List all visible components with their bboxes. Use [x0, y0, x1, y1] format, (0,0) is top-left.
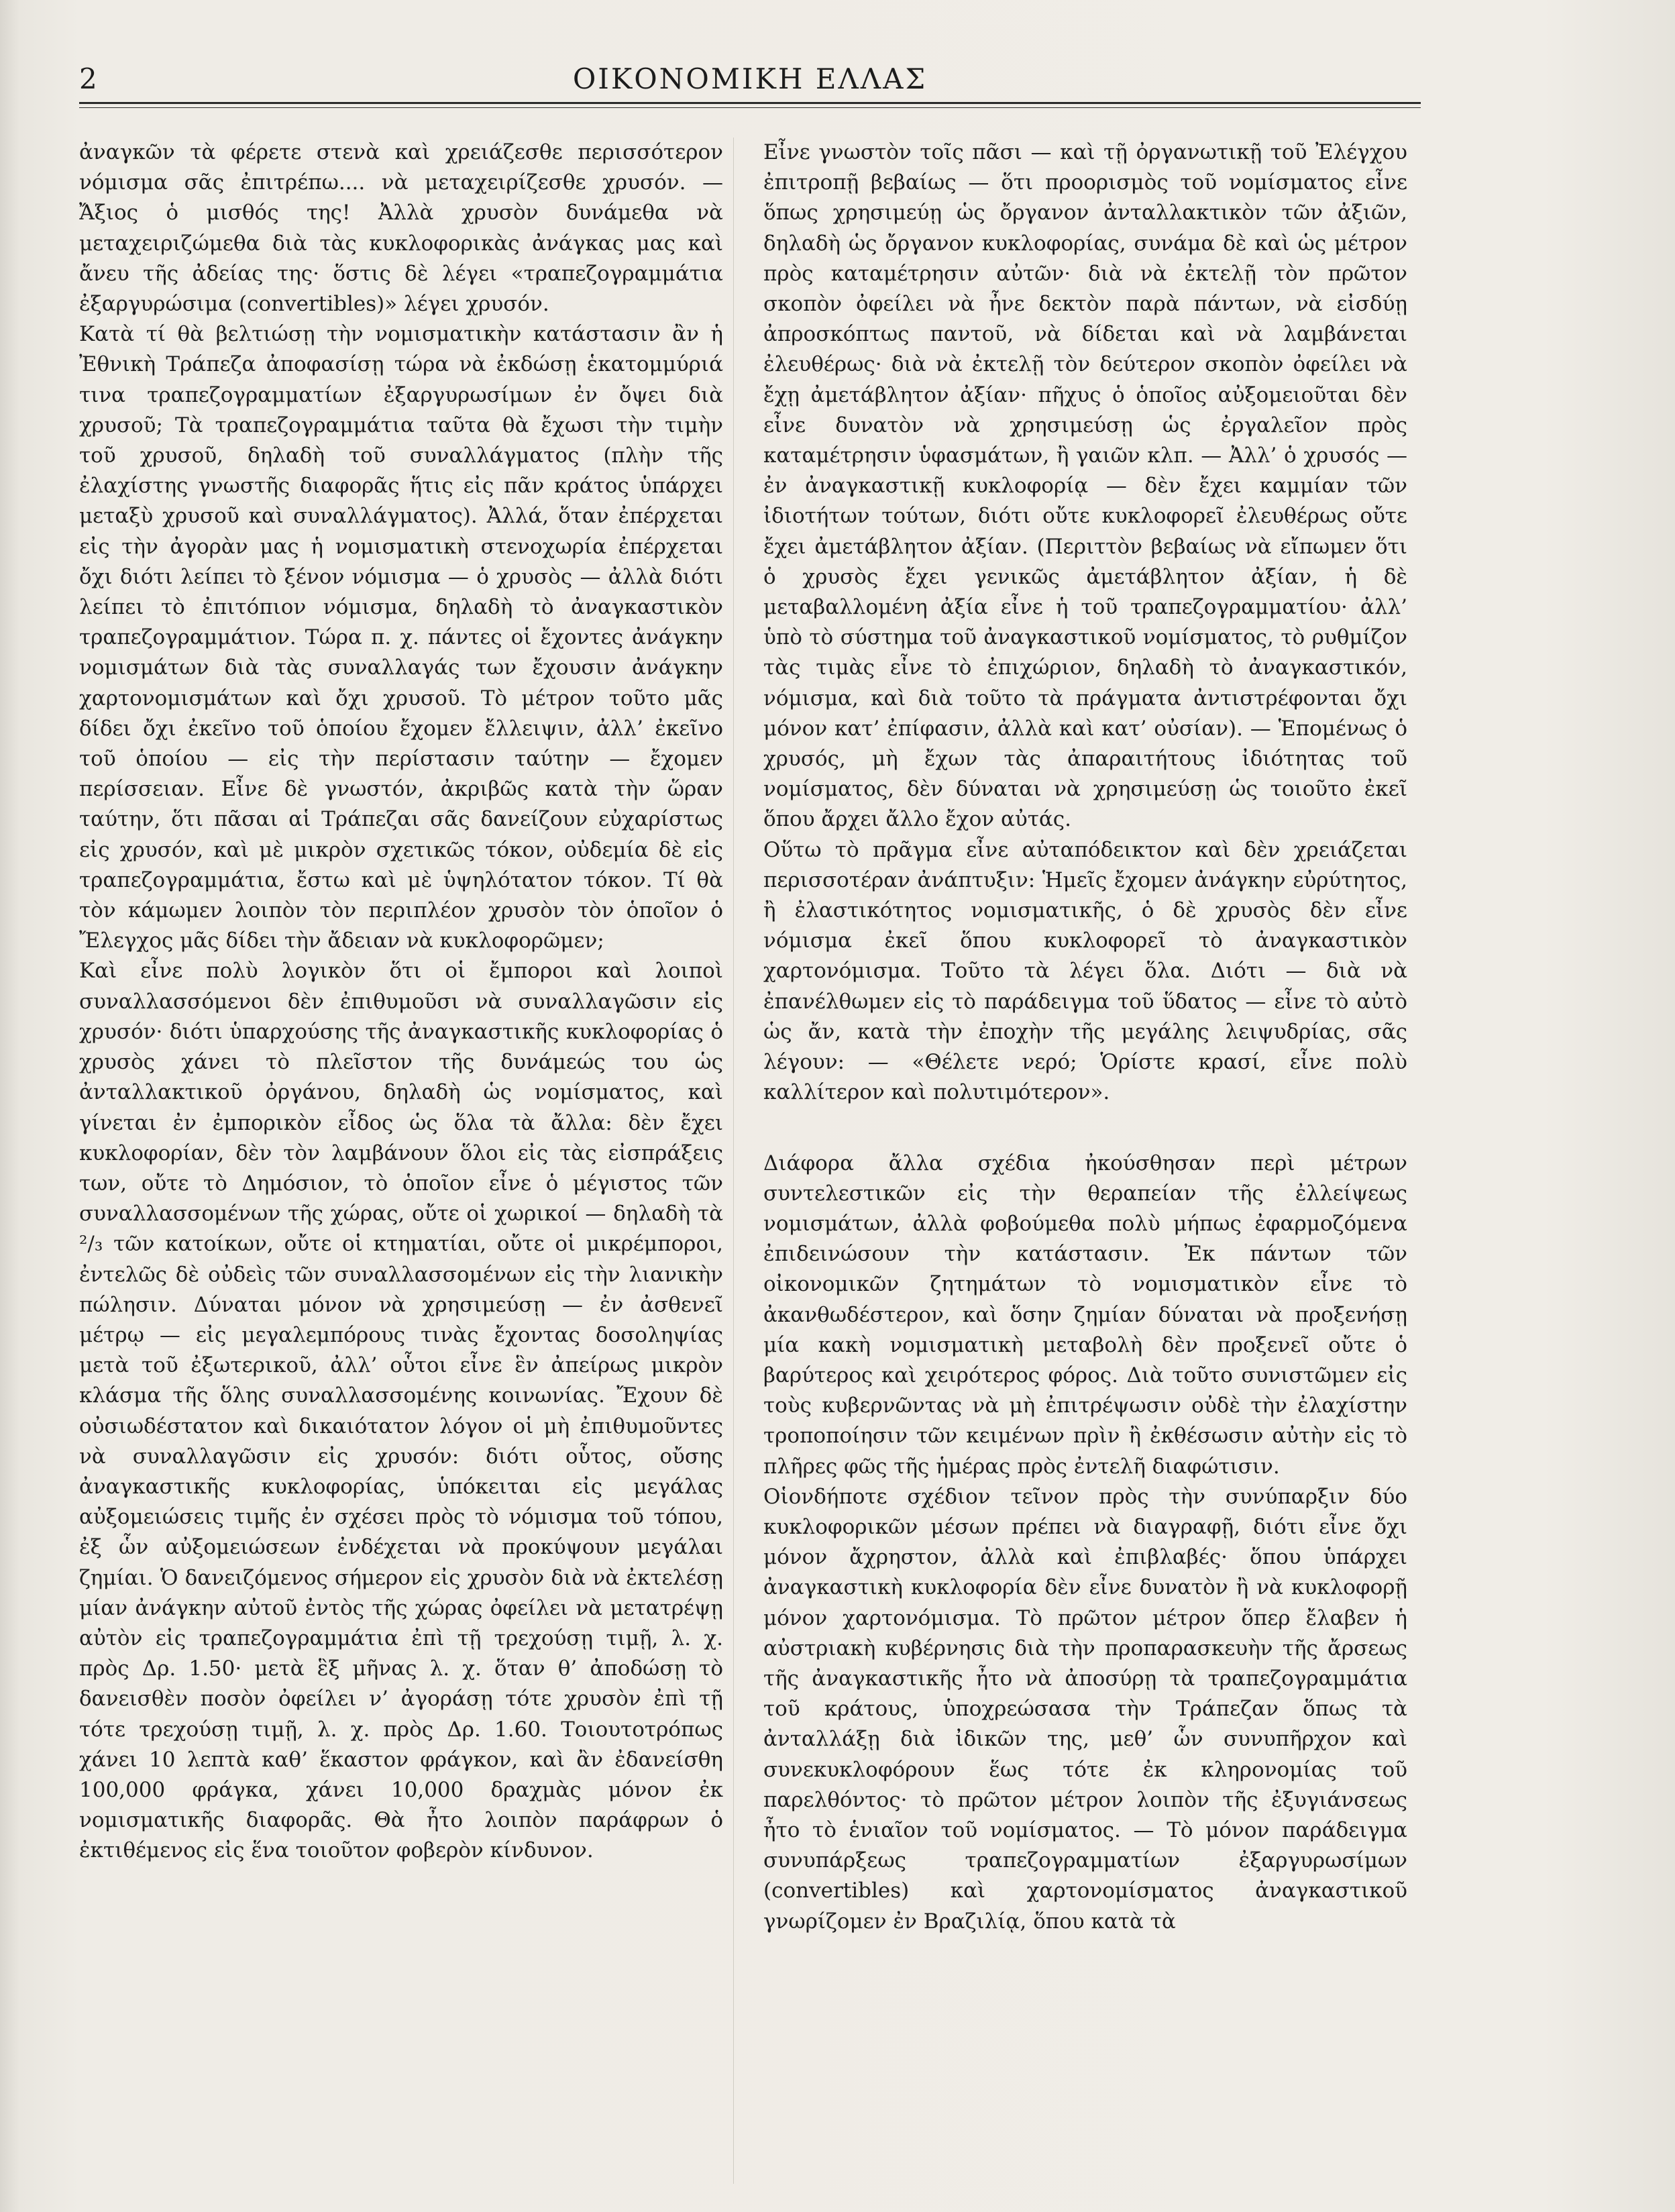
header-rule-thin: [79, 107, 1421, 108]
left-paragraph-2: Κατὰ τί θὰ βελτιώσῃ τὴν νομισματικὴν κατάστασιν ἂν ἡ Ἐθνικὴ Τράπεζα ἀποφασίσῃ τώρα νὰ ἐκδώσῃ ἑκατομμύριά τινα τραπεζογραμματίων ἐξαργυρωσίμων ἐν ὄψει διὰ χρυσοῦ; Τὰ τραπεζογραμμάτια ταῦτα θὰ ἔχωσι τὴν τιμὴν τοῦ χρυσοῦ, δηλαδὴ τοῦ συναλλάγματος (πλὴν τῆς ἐλαχίστης γνωστῆς διαφορᾶς ἥτις εἰς πᾶν κράτος ὑπάρχει μεταξὺ χρυσοῦ καὶ συναλλάγματος). Ἀλλά, ὅταν ἐπέρχεται εἰς τὴν ἀγορὰν μας ἡ νομισματικὴ στενοχωρία ἐπέρχεται ὄχι διότι λείπει τὸ ξένον νόμισμα — ὁ χρυσὸς — ἀλλὰ διότι λείπει τὸ ἐπιτόπιον νόμισμα, δηλαδὴ τὸ ἀναγκαστικὸν τραπεζογραμμάτιον. Τώρα π. χ. πάντες οἱ ἔχοντες ἀνάγκην νομισμάτων διὰ τὰς συναλλαγάς των ἔχουσιν ἀνάγκην χαρτονομισμάτων καὶ ὄχι χρυσοῦ. Τὸ μέτρον τοῦτο μᾶς δίδει ὄχι ἐκεῖνο τοῦ ὁποίου ἔχομεν ἔλλειψιν, ἀλλ’ ἐκεῖνο τοῦ ὁποίου — εἰς τὴν περίστασιν ταύτην — ἔχομεν περίσσειαν. Εἶνε δὲ γνωστόν, ἀκριβῶς κατὰ τὴν ὥραν ταύτην, ὅτι πᾶσαι αἱ Τράπεζαι σᾶς δανείζουν εὐχαρίστως εἰς χρυσόν, καὶ μὲ μικρὸν σχετικῶς τόκον, οὐδεμία δὲ εἰς τραπεζογραμμάτια, ἔστω καὶ μὲ ὑψηλότατον τόκον. Τί θὰ τὸν κάμωμεν λοιπὸν τὸν περιπλέον χρυσὸν τὸν ὁποῖον ὁ Ἔλεγχος μᾶς δίδει τὴν ἄδειαν νὰ κυκλοφορῶμεν;: [79, 322, 723, 953]
header-rule-thick: [79, 102, 1421, 104]
left-column: [79, 138, 723, 1866]
running-title: ΟΙΚΟΝΟΜΙΚΗ ΕΛΛΑΣ: [572, 62, 928, 95]
right-paragraph-1: Εἶνε γνωστὸν τοῖς πᾶσι — καὶ τῇ ὀργανωτικῇ τοῦ Ἐλέγχου ἐπιτροπῇ βεβαίως — ὅτι προορισμὸς τοῦ νομίσματος εἶνε ὅπως χρησιμεύῃ ὡς ὄργανον ἀνταλλακτικὸν τῶν ἀξιῶν, δηλαδὴ ὡς ὄργανον κυκλοφορίας, συνάμα δὲ καὶ ὡς μέτρον πρὸς καταμέτρησιν αὐτῶν· διὰ νὰ ἐκτελῇ τὸν πρῶτον σκοπὸν ὀφείλει νὰ ἦνε δεκτὸν παρὰ πάντων, νὰ εἰσδύῃ ἀπροσκόπτως παντοῦ, νὰ δίδεται καὶ νὰ λαμβάνεται ἐλευθέρως· διὰ νὰ ἐκτελῇ τὸν δεύτερον σκοπὸν ὀφείλει νὰ ἔχῃ ἀμετάβλητον ἀξίαν· πῆχυς ὁ ὁποῖος αὐξομειοῦται δὲν εἶνε δυνατὸν νὰ χρησιμεύσῃ ὡς ἐργαλεῖον πρὸς καταμέτρησιν ὑφασμάτων, ἢ γαιῶν κλπ. — Ἀλλ’ ὁ χρυσός — ἐν ἀναγκαστικῇ κυκλοφορίᾳ — δὲν ἔχει καμμίαν τῶν ἰδιοτήτων τούτων, διότι οὔτε κυκλοφορεῖ ἐλευθέρως οὔτε ἔχει ἀμετάβλητον ἀξίαν. (Περιττὸν βεβαίως νὰ εἴπωμεν ὅτι ὁ χρυσὸς ἔχει γενικῶς ἀμετάβλητον ἀξίαν, ἡ δὲ μεταβαλλομένη ἀξία εἶνε ἡ τοῦ τραπεζογραμματίου· ἀλλ’ ὑπὸ τὸ σύστημα τοῦ ἀναγκαστικοῦ νομίσματος, τὸ ρυθμίζον τὰς τιμὰς εἶνε τὸ ἐπιχώριον, δηλαδὴ τὸ ἀναγκαστικόν, νόμισμα, καὶ διὰ τοῦτο τὰ πράγματα ἀντιστρέφονται ὄχι μόνον κατ’ ἐπίφασιν, ἀλλὰ καὶ κατ’ οὐσίαν). — Ἑπομένως ὁ χρυσός, μὴ ἔχων τὰς ἀπαραιτήτους ἰδιότητας τοῦ νομίσματος, δὲν δύναται νὰ χρησιμεύσῃ ὡς τοιοῦτο ἐκεῖ ὅπου ἄρχει ἄλλο ἔχον αὐτάς.: [763, 140, 1407, 832]
column-gutter: [733, 138, 734, 2184]
right-paragraph-2: Οὕτω τὸ πρᾶγμα εἶνε αὐταπόδεικτον καὶ δὲν χρειάζεται περισσοτέραν ἀνάπτυξιν: Ἡμεῖς ἔχομεν ἀνάγκην εὐρύτητος, ἢ ἐλαστικότητος νομισματικῆς, ὁ δὲ χρυσὸς δὲν εἶνε νόμισμα ἐκεῖ ὅπου κυκλοφορεῖ τὸ ἀναγκαστικὸν χαρτονόμισμα. Τοῦτο τὰ λέγει ὅλα. Διότι — διὰ νὰ ἐπανέλθωμεν εἰς τὸ παράδειγμα τοῦ ὕδατος — εἶνε τὸ αὐτὸ ὡς ἄν, κατὰ τὴν ἐποχὴν τῆς μεγάλης λειψυδρίας, σᾶς λέγουν: — «Θέλετε νερό; Ὁρίστε κρασί, εἶνε πολὺ καλλίτερον καὶ πολυτιμότερον».: [763, 837, 1407, 1105]
section-gap: [763, 1108, 1407, 1149]
left-paragraph-1: ἀναγκῶν τὰ φέρετε στενὰ καὶ χρειάζεσθε περισσότερον νόμισμα σᾶς ἐπιτρέπω.... νὰ μεταχειρίζεσθε χρυσόν. — Ἄξιος ὁ μισθός της! Ἀλλὰ χρυσὸν δυνάμεθα νὰ μεταχειριζώμεθα διὰ τὰς κυκλοφορικὰς ἀνάγκας μας καὶ ἄνευ τῆς ἀδείας της· ὅστις δὲ λέγει «τραπεζογραμμάτια ἐξαργυρώσιμα (convertibles)» λέγει χρυσόν.: [79, 140, 723, 317]
right-paragraph-4: Οἱονδήποτε σχέδιον τεῖνον πρὸς τὴν συνύπαρξιν δύο κυκλοφορικῶν μέσων πρέπει νὰ διαγραφῇ, διότι εἶνε ὄχι μόνον ἄχρηστον, ἀλλὰ καὶ ἐπιβλαβές· ὅπου ὑπάρχει ἀναγκαστικὴ κυκλοφορία δὲν εἶνε δυνατὸν ἢ νὰ κυκλοφορῇ μόνον χαρτονόμισμα. Τὸ πρῶτον μέτρον ὅπερ ἔλαβεν ἡ αὐστριακὴ κυβέρνησις διὰ τὴν προπαρασκευὴν τῆς ἄρσεως τῆς ἀναγκαστικῆς ἦτο νὰ ἀποσύρῃ τὰ τραπεζογραμμάτια τοῦ κράτους, ὑποχρεώσασα τὴν Τράπεζαν ὅπως τὰ ἀνταλλάξῃ διὰ ἰδικῶν της, μεθ’ ὧν συνυπῆρχον καὶ συνεκυκλοφόρουν ἕως τότε ἐκ κληρονομίας τοῦ παρελθόντος· τὸ πρῶτον μέτρον λοιπὸν τῆς ἐξυγιάνσεως ἦτο τὸ ἑνιαῖον τοῦ νομίσματος. — Τὸ μόνον παράδειγμα συνυπάρξεως τραπεζογραμματίων ἐξαργυρωσίμων (convertibles) καὶ χαρτονομίσματος ἀναγκαστικοῦ γνωρίζομεν ἐν Βραζιλίᾳ, ὅπου κατὰ τὰ: [763, 1484, 1407, 1934]
right-paragraph-3: Διάφορα ἄλλα σχέδια ἠκούσθησαν περὶ μέτρων συντελεστικῶν εἰς τὴν θεραπείαν τῆς ἐλλείψεως νομισμάτων, ἀλλὰ φοβούμεθα πολὺ μήπως ἐφαρμοζόμενα ἐπιδεινώσουν τὴν κατάστασιν. Ἐκ πάντων τῶν οἰκονομικῶν ζητημάτων τὸ νομισματικὸν εἶνε τὸ ἀκανθωδέστερον, καὶ ὅσην ζημίαν δύναται νὰ προξενήσῃ μία κακὴ νομισματικὴ μεταβολὴ δὲν προξενεῖ οὔτε ὁ βαρύτερος καὶ χειρότερος φόρος. Διὰ τοῦτο συνιστῶμεν εἰς τοὺς κυβερνῶντας νὰ μὴ ἐπιτρέψωσιν οὐδὲ τὴν ἐλαχίστην τροποποίησιν τῶν κειμένων πρὶν ἢ ἐκθέσωσιν αὐτὴν εἰς τὸ πλῆρες φῶς τῆς ἡμέρας πρὸς ἐντελῆ διαφώτισιν.: [763, 1151, 1407, 1479]
left-paragraph-3: Καὶ εἶνε πολὺ λογικὸν ὅτι οἱ ἔμποροι καὶ λοιποὶ συναλλασσόμενοι δὲν ἐπιθυμοῦσι νὰ συναλλαγῶσιν εἰς χρυσόν· διότι ὑπαρχούσης τῆς ἀναγκαστικῆς κυκλοφορίας ὁ χρυσὸς χάνει τὸ πλεῖστον τῆς δυνάμεώς του ὡς ἀνταλλακτικοῦ ὀργάνου, δηλαδὴ ὡς νομίσματος, καὶ γίνεται ἐν ἐμπορικὸν εἶδος ὡς ὅλα τὰ ἄλλα: δὲν ἔχει κυκλοφορίαν, δὲν τὸν λαμβάνουν ὅλοι εἰς τὰς εἰσπράξεις των, οὔτε τὸ Δημόσιον, τὸ ὁποῖον εἶνε ὁ μέγιστος τῶν συναλλασσομένων τῆς χώρας, οὔτε οἱ χωρικοί — δηλαδὴ τὰ ²/₃ τῶν κατοίκων, οὔτε οἱ κτηματίαι, οὔτε οἱ μικρέμποροι, ἐντελῶς δὲ οὐδεὶς τῶν συναλλασσομένων εἰς τὴν λιανικὴν πώλησιν. Δύναται μόνον νὰ χρησιμεύσῃ — ἐν ἀσθενεῖ μέτρῳ — εἰς μεγαλεμπόρους τινὰς ἔχοντας δοσοληψίας μετὰ τοῦ ἐξωτερικοῦ, ἀλλ’ οὗτοι εἶνε ἓν ἀπείρως μικρὸν κλάσμα τῆς ὅλης συναλλασσομένης κοινωνίας. Ἔχουν δὲ οὐσιωδέστατον καὶ δικαιότατον λόγον οἱ μὴ ἐπιθυμοῦντες νὰ συναλλαγῶσιν εἰς χρυσόν: διότι οὗτος, οὔσης ἀναγκαστικῆς κυκλοφορίας, ὑπόκειται εἰς μεγάλας αὐξομειώσεις τιμῆς ἐν σχέσει πρὸς τὸ νόμισμα τοῦ τόπου, ἐξ ὧν αὐξομειώσεων ἐνδέχεται νὰ προκύψουν μεγάλαι ζημίαι. Ὁ δανειζόμενος σήμερον εἰς χρυσὸν διὰ νὰ ἐκτελέσῃ μίαν ἀνάγκην αὐτοῦ ἐντὸς τῆς χώρας ὀφείλει νὰ μετατρέψῃ αὐτὸν εἰς τραπεζογραμμάτια ἐπὶ τῇ τρεχούσῃ τιμῇ, λ. χ. πρὸς Δρ. 1.50· μετὰ ἓξ μῆνας λ. χ. ὅταν θ’ ἀποδώσῃ τὸ δανεισθὲν ποσὸν ὀφείλει ν’ ἀγοράσῃ τότε χρυσὸν ἐπὶ τῇ τότε τρεχούσῃ τιμῇ, λ. χ. πρὸς Δρ. 1.60. Τοιουτοτρόπως χάνει 10 λεπτὰ καθ’ ἕκαστον φράγκον, καὶ ἂν ἐδανείσθη 100,000 φράγκα, χάνει 10,000 δραχμὰς μόνον ἐκ νομισματικῆς διαφορᾶς. Θὰ ἦτο λοιπὸν παράφρων ὁ ἐκτιθέμενος εἰς ἕνα τοιοῦτον φοβερὸν κίνδυνον.: [79, 959, 723, 1863]
page-number: 2: [79, 62, 97, 95]
right-column: [763, 138, 1407, 1937]
page-header: [79, 59, 1421, 99]
